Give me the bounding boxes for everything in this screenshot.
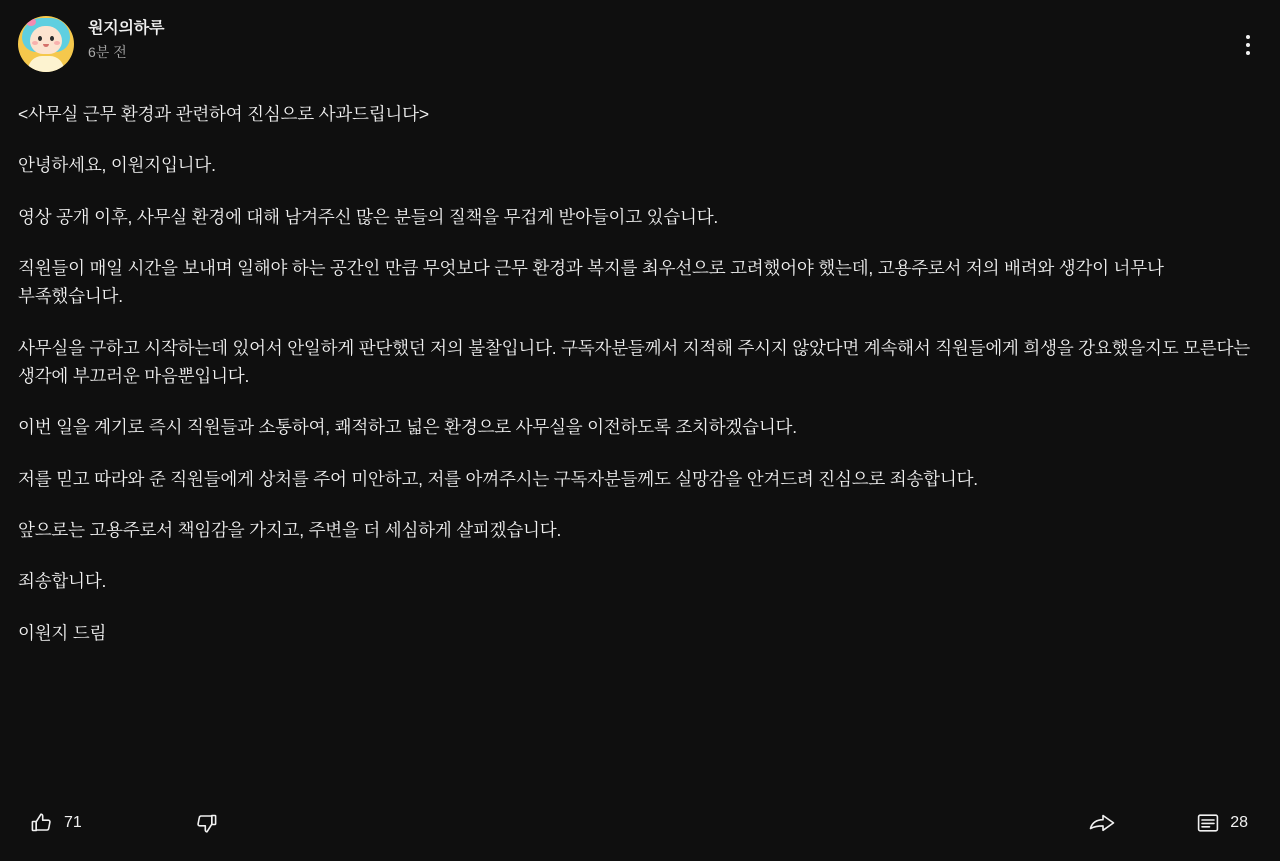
share-icon: [1088, 811, 1116, 835]
avatar-body: [28, 56, 64, 72]
avatar-eye-left: [38, 36, 42, 41]
kebab-dot-1: [1246, 35, 1250, 39]
post-paragraph: 직원들이 매일 시간을 보내며 일해야 하는 공간인 만큼 무엇보다 근무 환경과 복지를 최우선으로 고려했어야 했는데, 고용주로서 저의 배려와 생각이 너무나 부족했습니다.: [18, 258, 1169, 307]
kebab-dot-3: [1246, 51, 1250, 55]
post-paragraph: 영상 공개 이후, 사무실 환경에 대해 남겨주신 많은 분들의 질책을 무겁게 받아들이고 있습니다.: [18, 206, 719, 227]
post-paragraph: 죄송합니다.: [18, 571, 107, 592]
post-paragraph: 안녕하세요, 이원지입니다.: [18, 155, 216, 176]
comment-count: 28: [1230, 814, 1248, 831]
post-header: [18, 16, 1262, 72]
post-action-bar: [18, 803, 1262, 843]
post-paragraph: 저를 믿고 따라와 준 직원들에게 상처를 주어 미안하고, 저를 아껴주시는 구독자분들께도 실망감을 안겨드려 진심으로 죄송합니다.: [18, 468, 978, 489]
post-timestamp: 6분 전: [88, 44, 127, 60]
channel-name[interactable]: 원지의하루: [88, 20, 165, 37]
post-body: [18, 100, 1266, 647]
kebab-dot-2: [1246, 43, 1250, 47]
like-count: 71: [64, 814, 82, 831]
dislike-button[interactable]: [194, 811, 228, 835]
avatar-eye-right: [50, 36, 54, 41]
avatar-bow: [26, 18, 36, 26]
thumbs-down-icon: [194, 811, 218, 835]
post-paragraph: 사무실을 구하고 시작하는데 있어서 안일하게 판단했던 저의 불찰입니다. 구독자분들께서 지적해 주시지 않았다면 계속해서 직원들에게 희생을 강요했을지도 모른다는 생각에 부끄러운 마음뿐입니다.: [18, 337, 1255, 387]
post-paragraph: 이번 일을 계기로 즉시 직원들과 소통하여, 쾌적하고 넓은 환경으로 사무실을 이전하도록 조치하겠습니다.: [18, 417, 797, 438]
share-button[interactable]: [1088, 811, 1116, 835]
comments-button[interactable]: [1196, 811, 1248, 835]
post-meta: [88, 16, 164, 61]
kebab-menu-icon[interactable]: [1236, 30, 1260, 60]
post-paragraph: 앞으로는 고용주로서 책임감을 가지고, 주변을 더 세심하게 살피겠습니다.: [18, 520, 562, 541]
comment-icon: [1196, 811, 1220, 835]
avatar-blush-left: [32, 41, 38, 45]
post-paragraph: <사무실 근무 환경과 관련하여 진심으로 사과드립니다>: [18, 104, 429, 124]
like-button[interactable]: [30, 811, 82, 835]
avatar-face: [30, 26, 62, 54]
post-paragraph: 이원지 드림: [18, 622, 107, 643]
avatar-blush-right: [54, 41, 60, 45]
thumbs-up-icon: [30, 811, 54, 835]
avatar[interactable]: [18, 16, 74, 72]
